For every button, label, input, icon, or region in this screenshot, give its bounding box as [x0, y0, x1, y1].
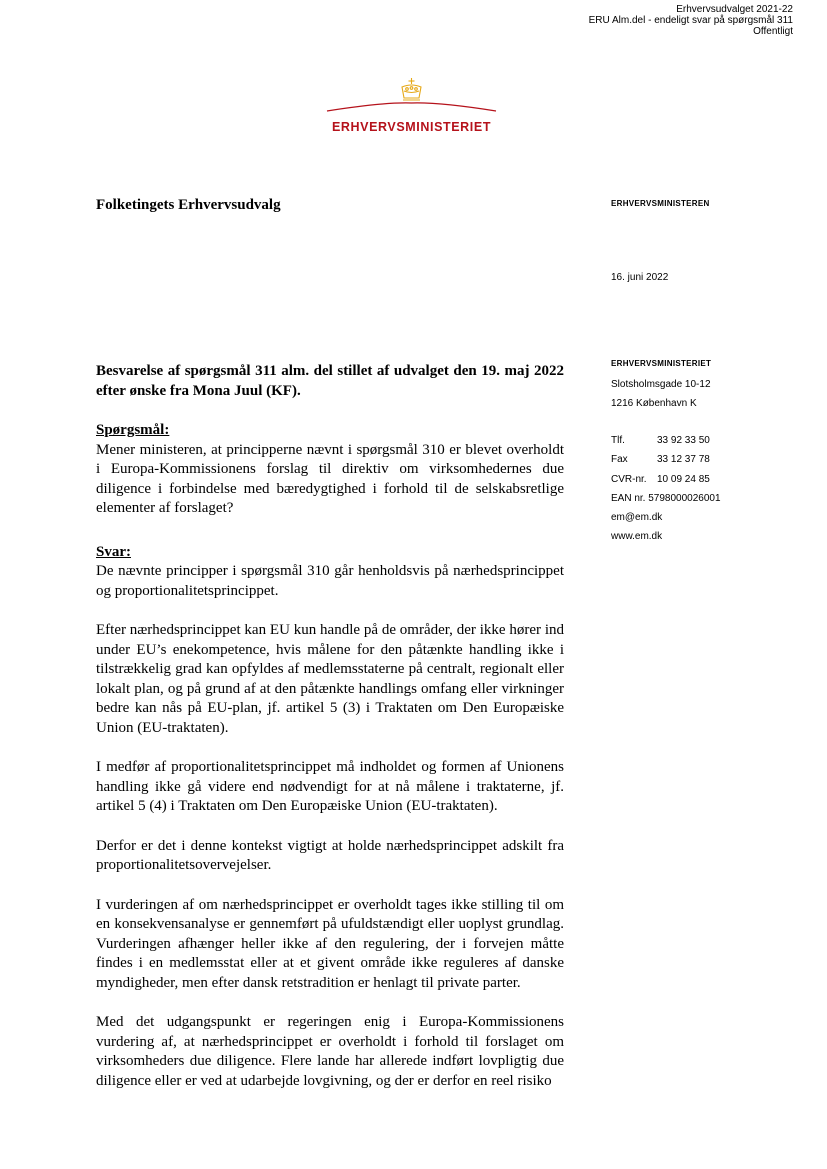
contact-ean: EAN nr. 5798000026001: [611, 492, 721, 504]
question-heading: Spørgsmål:: [96, 422, 170, 438]
contact-fax: Fax 33 12 37 78: [611, 454, 710, 466]
sender-title: ERHVERVSMINISTEREN: [611, 199, 710, 208]
answer-paragraph: I medfør af proportionalitetsprincippet må indholdet og formen af Unionens handling ikke gå videre end nødvendigt for at nå målene i traktaterne, jf. artikel 5 (4) i Traktaten om Den Europæiske Union (EU-traktaten).: [96, 759, 564, 814]
letter-body: [96, 362, 564, 1091]
contact-cvr: CVR-nr. 10 09 24 85: [611, 473, 710, 485]
meta-reference: ERU Alm.del - endeligt svar på spørgsmål 311: [588, 15, 793, 26]
answer-heading: Svar:: [96, 543, 131, 560]
answer-paragraph: I vurderingen af om nærhedsprincippet er overholdt tages ikke stilling til om en konsekvensanalyse er gennemført på ufuldstændigt eller uoplyst grundlag. Vurderingen afhænger heller ikke af den regulering, der i forvejen måtte findes i en medlemsstat eller at et givent område ikke reguleres af danske myndigheder, men efter dansk retstradition er henlagt til private parter.: [96, 896, 564, 991]
answer-paragraph: Derfor er det i denne kontekst vigtigt at holde nærhedsprincippet adskilt fra proportionalitetsovervejelser.: [96, 837, 564, 873]
ministry-address: [611, 375, 711, 413]
contact-phone: Tlf. 33 92 33 50: [611, 435, 710, 446]
address-street: Slotsholmsgade 10-12: [611, 379, 711, 390]
answer-paragraph: Med det udgangspunkt er regeringen enig i Europa-Kommissionens vurdering af, at nærhedsprincippet er overholdt i forhold til forslaget om virksomheders due diligence. Flere lande har allerede indført lovpligtig due diligence eller er ved at udarbejde lovgivning, og der er derfor en reel risiko: [96, 1014, 564, 1089]
answer-paragraph: De nævnte principper i spørgsmål 310 går henholdsvis på nærhedsprincippet og proportionalitetsprincippet.: [96, 563, 564, 599]
subject-line: Besvarelse af spørgsmål 311 alm. del stillet af udvalget den 19. maj 2022 efter ønske fra Mona Juul (KF).: [96, 363, 564, 399]
recipient: Folketingets Erhvervsudvalg: [96, 197, 281, 213]
address-city: 1216 København K: [611, 398, 697, 409]
contact-email[interactable]: em@em.dk: [611, 512, 663, 524]
meta-public: Offentligt: [753, 26, 793, 37]
letter-date: 16. juni 2022: [611, 272, 669, 283]
contact-info: [611, 431, 721, 547]
question-text: Mener ministeren, at principperne nævnt i spørgsmål 310 er blevet overholdt i Europa-Kommissionens forslag til direktiv om virksomhedernes due diligence i forbindelse med bæredygtighed i forhold til de selskabsretlige elementer af forslaget?: [96, 441, 564, 516]
contact-website[interactable]: www.em.dk: [611, 531, 663, 543]
ministry-name: ERHVERVSMINISTERIET: [611, 359, 712, 368]
document-meta: [589, 4, 793, 37]
meta-committee: Erhvervsudvalget 2021-22: [676, 4, 793, 15]
ministry-logo-text: ERHVERVSMINISTERIET: [331, 120, 492, 134]
answer-paragraph: Efter nærhedsprincippet kan EU kun handle på de områder, der ikke hører ind under EU’s enekompetence, hvis målene for den påtænkte handling ikke i tilstrækkelig grad kan opfyldes af medlemsstaterne på centralt, regionalt eller lokalt plan, og på grund af at den påtænkte handlings omfang eller virkninger bedre kan nås på EU-plan, jf. artikel 5 (3) i Traktaten om Den Europæiske Union (EU-traktaten).: [96, 622, 564, 736]
